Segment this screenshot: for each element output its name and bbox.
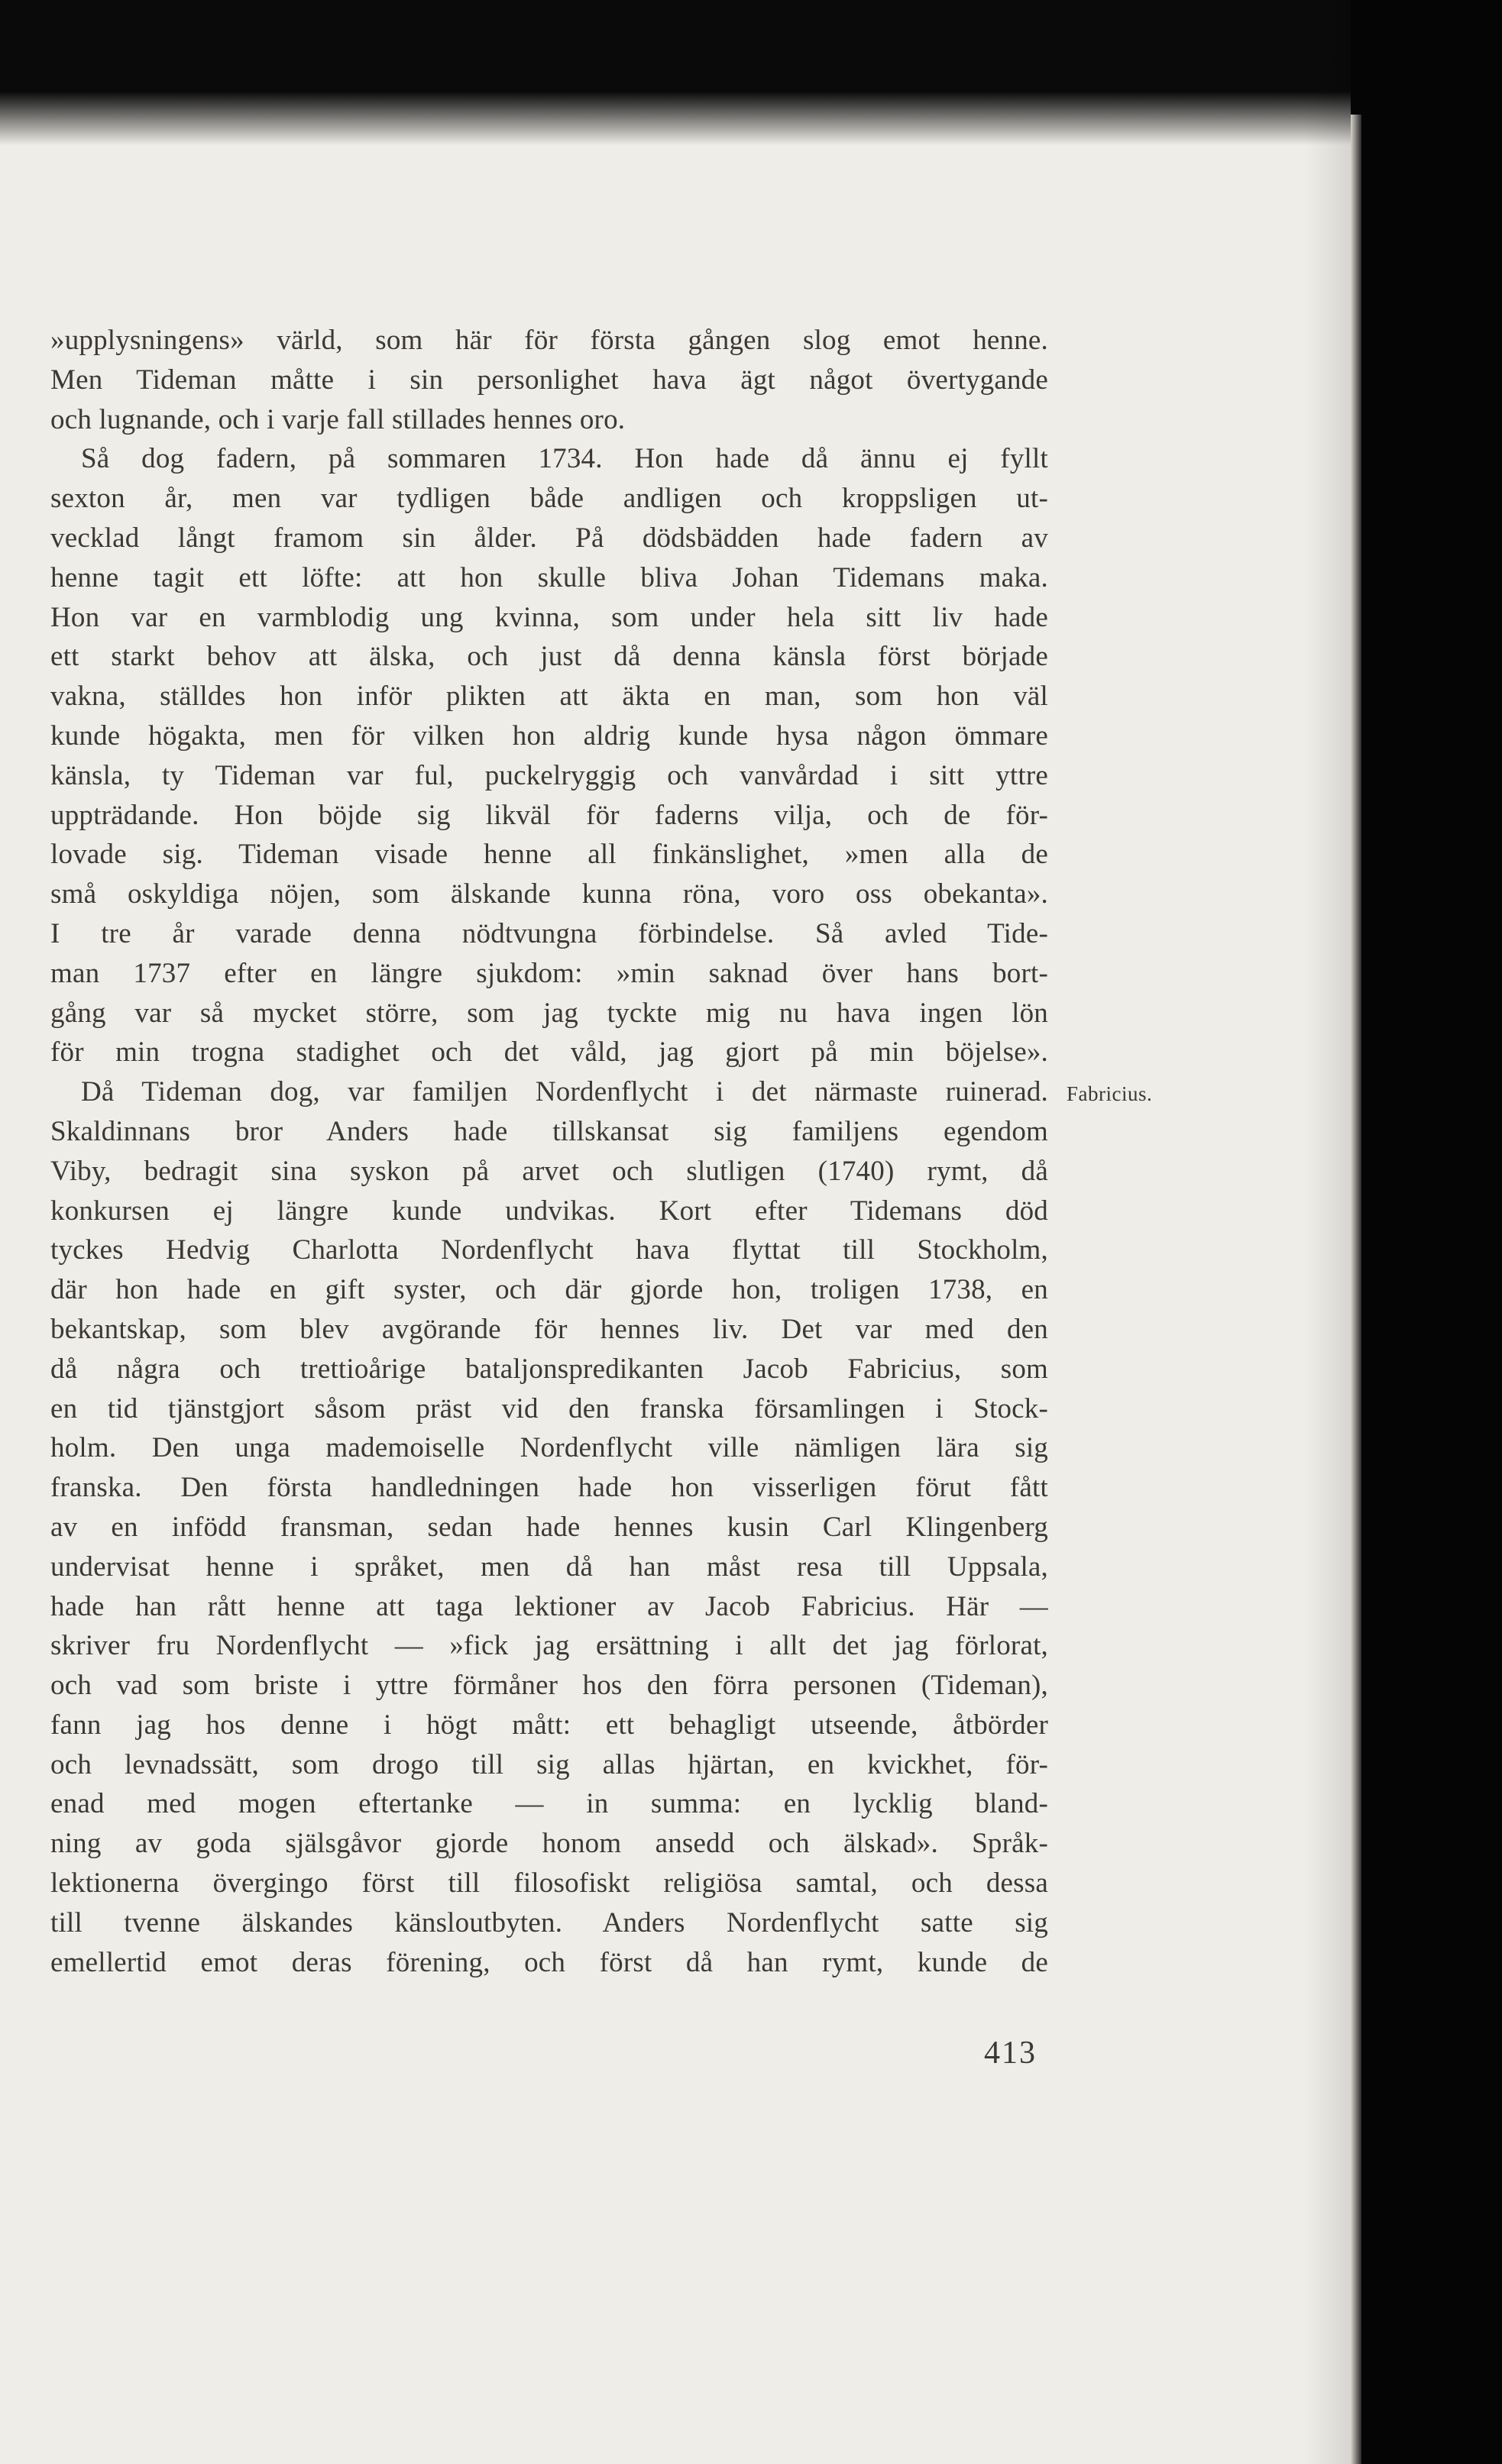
text-line: hade han rått henne att taga lektioner av Jacob Fabricius. Här —	[50, 1590, 1048, 1622]
text-line: bekantskap, som blev avgörande för hennes liv. Det var med den	[50, 1313, 1048, 1345]
text-line: och levnadssätt, som drogo till sig allas hjärtan, en kvickhet, för-	[50, 1748, 1048, 1780]
text-line: gång var så mycket större, som jag tyckte mig nu hava ingen lön	[50, 997, 1048, 1029]
page-number: 413	[984, 2036, 1037, 2071]
text-line: ett starkt behov att älska, och just då denna känsla först började	[50, 641, 1048, 673]
text-line: till tvenne älskandes känsloutbyten. Anders Nordenflycht satte sig	[50, 1906, 1048, 1939]
text-line: där hon hade en gift syster, och där gjorde hon, troligen 1738, en	[50, 1274, 1048, 1306]
text-line: emellertid emot deras förening, och först då han rymt, kunde de	[50, 1946, 1048, 1978]
text-line: lovade sig. Tideman visade henne all finkänslighet, »men alla de	[50, 839, 1048, 871]
text-line: Viby, bedragit sina syskon på arvet och slutligen (1740) rymt, då	[50, 1155, 1048, 1187]
text-line: små oskyldiga nöjen, som älskande kunna röna, voro oss obekanta».	[50, 878, 1048, 910]
text-line: franska. Den första handledningen hade hon visserligen förut fått	[50, 1472, 1048, 1504]
text-line: kunde högakta, men för vilken hon aldrig kunde hysa någon ömmare	[50, 719, 1048, 752]
text-line: undervisat henne i språket, men då han måst resa till Uppsala,	[50, 1551, 1048, 1583]
text-line: känsla, ty Tideman var ful, puckelryggig och vanvårdad i sitt yttre	[50, 759, 1048, 791]
text-line: uppträdande. Hon böjde sig likväl för faderns vilja, och de för-	[50, 799, 1048, 831]
page-edge	[1351, 115, 1361, 2464]
top-band-fade	[0, 92, 1351, 145]
text-line: då några och trettioårige bataljonspredikanten Jacob Fabricius, som	[50, 1353, 1048, 1385]
page-gutter-shadow	[1305, 0, 1351, 2464]
text-line: ning av goda själsgåvor gjorde honom ansedd och älskad». Språk-	[50, 1828, 1048, 1860]
text-line: av en infödd fransman, sedan hade hennes kusin Carl Klingenberg	[50, 1511, 1048, 1543]
text-line: Då Tideman dog, var familjen Nordenflycht i det närmaste ruinerad.	[81, 1076, 1048, 1108]
text-line: Skaldinnans bror Anders hade tillskansat sig familjens egendom	[50, 1115, 1048, 1147]
text-line: Men Tideman måtte i sin personlighet hava ägt något övertygande	[50, 364, 1048, 396]
body-text	[50, 321, 1048, 1982]
text-line: tyckes Hedvig Charlotta Nordenflycht hava flyttat till Stockholm,	[50, 1234, 1048, 1266]
text-line: vecklad långt framom sin ålder. På dödsbädden hade fadern av	[50, 522, 1048, 554]
margin-note: Fabricius.	[1067, 1082, 1153, 1105]
text-line: sexton år, men var tydligen både andligen och kroppsligen ut-	[50, 483, 1048, 515]
text-line: skriver fru Nordenflycht — »fick jag ersättning i allt det jag förlorat,	[50, 1630, 1048, 1662]
text-line: och lugnande, och i varje fall stillades hennes oro.	[50, 403, 626, 435]
text-line: I tre år varade denna nödtvungna förbindelse. Så avled Tide-	[50, 917, 1048, 949]
text-line: lektionerna övergingo först till filosofiskt religiösa samtal, och dessa	[50, 1867, 1048, 1900]
text-line: vakna, ställdes hon inför plikten att äkta en man, som hon väl	[50, 681, 1048, 713]
text-line: för min trogna stadighet och det våld, jag gjort på min böjelse».	[50, 1036, 1048, 1069]
text-line: fann jag hos denne i högt mått: ett behagligt utseende, åtbörder	[50, 1709, 1048, 1741]
text-line: Hon var en varmblodig ung kvinna, som under hela sitt liv hade	[50, 601, 1048, 633]
text-line: holm. Den unga mademoiselle Nordenflycht ville nämligen lära sig	[50, 1432, 1048, 1464]
text-line: man 1737 efter en längre sjukdom: »min saknad över hans bort-	[50, 957, 1048, 989]
text-line: enad med mogen eftertanke — in summa: en lycklig bland-	[50, 1788, 1048, 1820]
text-line: Så dog fadern, på sommaren 1734. Hon hade då ännu ej fyllt	[81, 443, 1048, 475]
text-line: konkursen ej längre kunde undvikas. Kort efter Tidemans död	[50, 1195, 1048, 1227]
text-line: »upplysningens» värld, som här för första gången slog emot henne.	[50, 325, 1048, 356]
text-line: en tid tjänstgjort såsom präst vid den franska församlingen i Stock-	[50, 1392, 1048, 1424]
text-line: henne tagit ett löfte: att hon skulle bliva Johan Tidemans maka.	[50, 561, 1048, 593]
text-line: och vad som briste i yttre förmåner hos den förra personen (Tideman),	[50, 1670, 1048, 1702]
